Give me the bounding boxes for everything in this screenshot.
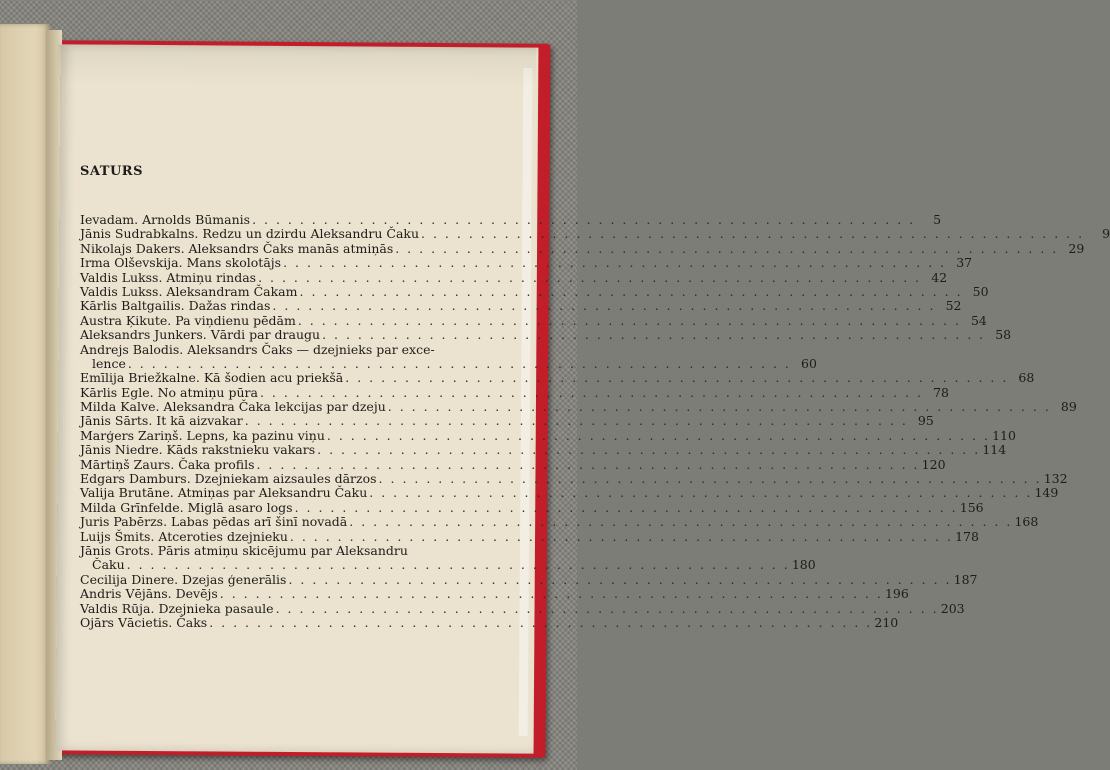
toc-entry-title: Luijs Šmits. Atceroties dzejnieku: [80, 528, 288, 544]
leader-dots: [256, 271, 923, 285]
toc-entry: [80, 427, 1016, 443]
leader-dots: [320, 328, 987, 342]
toc-entry: [80, 571, 978, 587]
toc-entry: [80, 485, 1059, 501]
toc-entry-page: 68: [1018, 370, 1035, 386]
leader-dots: [419, 227, 1086, 241]
leader-dots: [386, 400, 1053, 414]
leader-dots: [325, 429, 992, 443]
toc-entry-page: 132: [1043, 471, 1068, 487]
toc-entry: [80, 499, 984, 515]
toc-entry: [80, 413, 934, 429]
toc-entry-title: Jānis Grots. Pāris atmiņu skicējumu par Aleksandru: [80, 542, 408, 558]
toc-entry-title: Jānis Sudrabkalns. Redzu un dzirdu Aleksandru Čaku: [80, 226, 420, 242]
leader-dots: [296, 314, 963, 328]
leader-dots: [254, 458, 921, 472]
toc-entry-title: Emīlija Briežkalne. Kā šodien acu priekšā: [80, 370, 344, 386]
toc-entry: [80, 269, 948, 285]
toc-entry-page: 95: [917, 413, 934, 429]
leader-dots: [393, 242, 1060, 256]
toc-entry-title: Irma Olševskija. Mans skolotājs: [80, 255, 282, 271]
toc-entry: [80, 384, 949, 400]
toc-entry-page: 9: [1102, 226, 1110, 242]
toc-entry-page: 52: [945, 298, 962, 314]
leader-dots: [286, 573, 953, 587]
toc-entry-page: 60: [801, 355, 817, 371]
toc-entry: [80, 514, 1039, 530]
toc-entry: [80, 600, 965, 616]
toc-entry-page: 5: [933, 212, 942, 227]
table-of-contents: [80, 212, 1110, 630]
toc-entry: [80, 327, 1012, 343]
toc-entry-page: 50: [972, 283, 989, 299]
leader-dots: [281, 256, 948, 270]
toc-entry-page: 110: [992, 427, 1016, 443]
toc-entry-title: Mārtiņš Zaurs. Čaka profils: [80, 456, 255, 472]
toc-entry: [80, 528, 979, 544]
toc-entry: [80, 456, 946, 472]
toc-entry-title: Austra Ķikute. Pa viņdienu pēdām: [80, 312, 296, 328]
toc-entry-title: Juris Pabērzs. Labas pēdas arī šinī novadā: [80, 514, 348, 530]
leader-dots: [293, 501, 960, 515]
toc-entry-page: 37: [956, 255, 973, 271]
toc-entry: [80, 399, 1077, 415]
toc-entry-page: 210: [874, 614, 899, 630]
toc-entry-page: 120: [921, 456, 946, 472]
leader-dots: [125, 558, 792, 572]
toc-entry-page: 89: [1060, 399, 1077, 415]
toc-entry-page: 203: [940, 600, 965, 616]
toc-entry-title: Cecilija Dinere. Dzejas ģenerālis: [80, 571, 287, 587]
toc-entry-title: Kārlis Egle. No atmiņu pūra: [80, 384, 258, 400]
leader-dots: [343, 371, 1010, 385]
page-shading: [58, 44, 536, 87]
toc-entry: [80, 283, 989, 299]
toc-entry-title: Valija Brutāne. Atmiņas par Aleksandru Čaku: [80, 485, 368, 501]
page-title: SATURS: [80, 164, 143, 179]
toc-entry-title: Valdis Lukss. Aleksandram Čakam: [80, 283, 298, 299]
toc-entry: [80, 298, 962, 314]
leader-dots: [218, 587, 885, 601]
leader-dots: [315, 443, 982, 457]
toc-entry-page: 149: [1034, 485, 1059, 501]
toc-entry-page: 114: [982, 442, 1007, 458]
toc-entry-page: 156: [959, 499, 984, 515]
toc-entry-page: 78: [933, 384, 949, 400]
toc-entry-title: Marģers Zariņš. Lepns, ka pazinu viņu: [80, 427, 325, 443]
leader-dots: [258, 386, 925, 400]
leader-dots: [207, 616, 874, 630]
left-page: [0, 24, 50, 764]
toc-entry: [80, 586, 909, 602]
toc-entry-continuation: [80, 557, 816, 573]
toc-entry: [80, 312, 987, 328]
toc-entry-page: 180: [791, 557, 816, 573]
toc-entry-title: Ojārs Vācietis. Čaks: [80, 614, 208, 630]
toc-entry-title: Edgars Damburs. Dzejniekam aizsaules dārzos: [80, 471, 377, 487]
toc-entry: [80, 544, 444, 558]
leader-dots: [243, 414, 910, 428]
toc-entry: [80, 370, 1035, 386]
leader-dots: [367, 486, 1034, 500]
toc-entry-title: Jānis Niedre. Kāds rakstnieku vakars: [80, 442, 316, 458]
toc-entry-continuation: [80, 355, 817, 371]
leader-dots: [270, 299, 937, 313]
toc-entry-page: 54: [970, 312, 987, 328]
leader-dots: [126, 357, 793, 371]
toc-entry: [80, 226, 1110, 242]
toc-entry-title: Jānis Sārts. It kā aizvakar: [80, 413, 243, 429]
toc-entry: [80, 614, 899, 630]
leader-dots: [298, 285, 965, 299]
leader-dots: [274, 602, 941, 616]
toc-entry-title: Andrejs Balodis. Aleksandrs Čaks — dzejnieks par exce-: [80, 341, 435, 357]
toc-entry: [80, 442, 1007, 458]
leader-dots: [288, 530, 955, 544]
toc-entry-title-continuation: lence: [92, 355, 126, 371]
toc-entry-title: Valdis Rūja. Dzejnieka pasaule: [80, 600, 274, 616]
toc-entry-title: Aleksandrs Junkers. Vārdi par draugu: [80, 327, 321, 343]
toc-entry: [80, 343, 444, 357]
toc-entry-page: 196: [884, 586, 909, 602]
leader-dots: [347, 515, 1014, 529]
toc-entry-page: 58: [995, 327, 1012, 343]
toc-entry-title: Milda Grīnfelde. Miglā asaro logs: [80, 499, 293, 515]
toc-entry-title: Milda Kalve. Aleksandra Čaka lekcijas par dzeju: [80, 399, 386, 415]
toc-entry-title: Ievadam. Arnolds Būmanis: [80, 212, 251, 227]
toc-entry-title: Andris Vējāns. Devējs: [80, 586, 218, 602]
toc-entry-title: Valdis Lukss. Atmiņu rindas: [80, 269, 257, 285]
toc-entry-title-continuation: Čaku: [92, 557, 125, 573]
toc-entry-page: 168: [1014, 514, 1039, 530]
leader-dots: [377, 472, 1044, 486]
toc-entry-title: Nikolajs Dakers. Aleksandrs Čaks manās atmiņās: [80, 240, 394, 256]
toc-entry-page: 42: [931, 269, 948, 285]
toc-entry-page: 187: [953, 571, 978, 587]
toc-entry: [80, 240, 1085, 256]
toc-entry-page: 178: [955, 528, 979, 544]
toc-entry-title: Kārlis Baltgailis. Dažas rindas: [80, 298, 271, 314]
toc-entry-page: 29: [1068, 240, 1085, 256]
toc-entry: [80, 255, 973, 271]
